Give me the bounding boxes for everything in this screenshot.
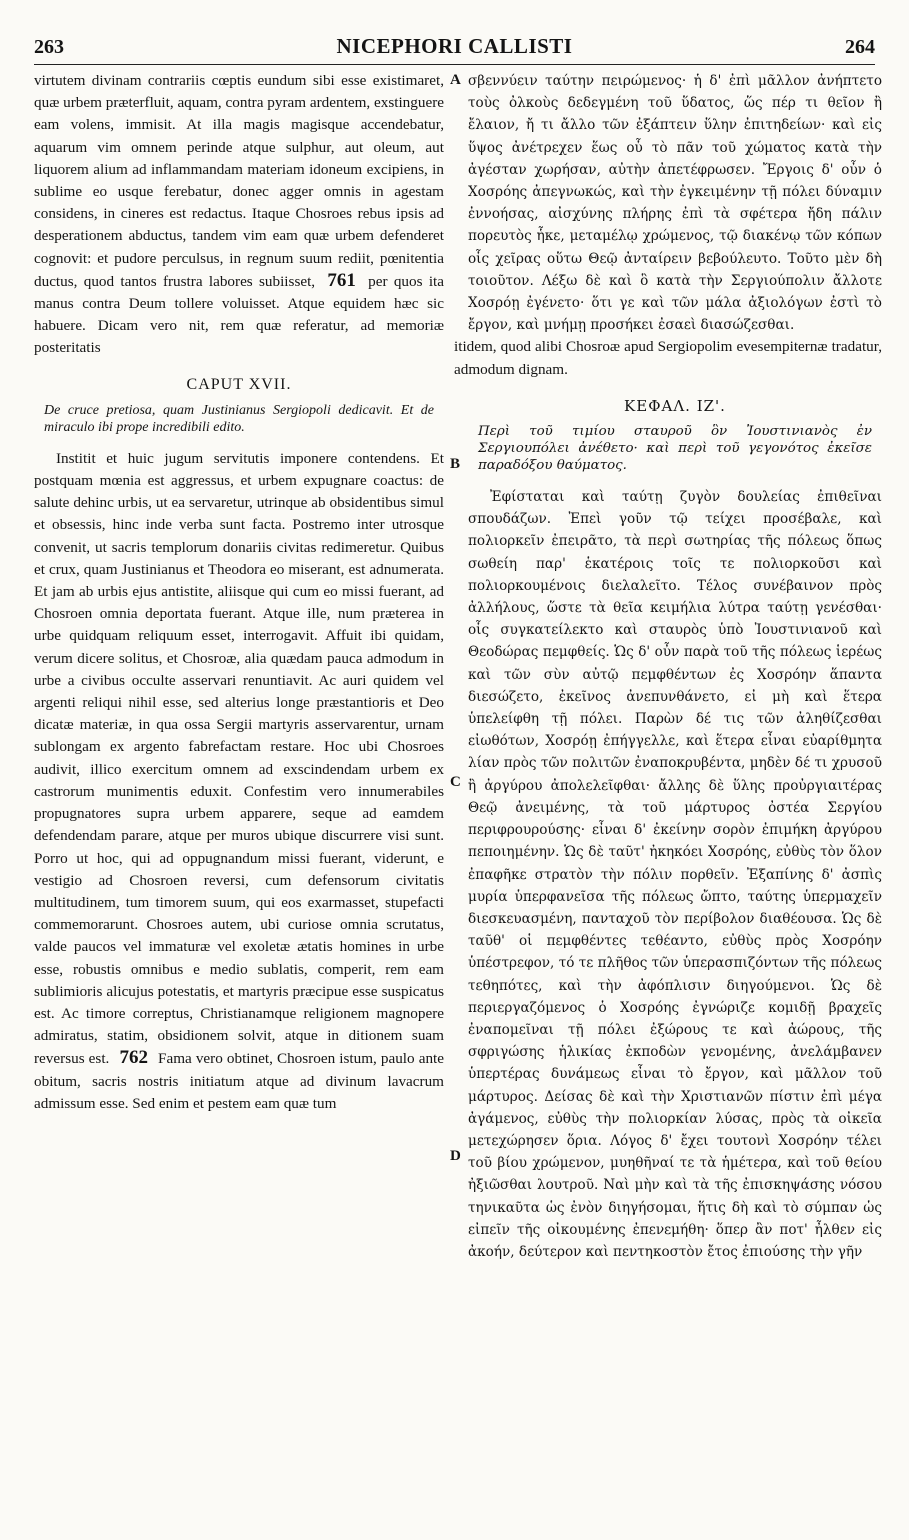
section-marker-d: D: [450, 1148, 461, 1164]
greek-body-paragraph: Ἐφίσταται καὶ ταύτῃ ζυγὸν δουλείας ἐπιθεῖναι σπουδάζων. Ἐπεὶ γοῦν τῷ τείχει προσέβαλε, καὶ πολιορκεῖν ἐπειρᾶτο, τὰ περὶ σωτηρίας τῆς πόλεως ὅπως σωθείη παρ' ἑκατέροις τοῖς τε πολιορκοῦσι καὶ πολιορκουμένοις διελαλεῖτο. Τέλος συνέβαινον πρὸς ἀλλήλους, ὥστε τὰ θεῖα κειμήλια λύτρα ταύτῃ γενέσθαι· οἷς συγκατείλεκτο καὶ σταυρὸς ὑπὸ Ἰουστινιανοῦ καὶ Θεοδώρας πεμφθείς. Ὡς δ' οὖν παρὰ τοῦ τῆς πόλεως ἱερέως καὶ τῶν σὺν αὐτῷ πεμφθέντων ἐς Χοσρόην ἅπαντα διεσώζετο, ἐκεῖνος ἀνεπυνθάνετο, εἰ μὴ καὶ ἕτερα ὑπελείφθη τῇ πόλει. Παρὼν δέ τις τῶν ἀληθίζεσθαι εἰωθότων, Χοσρόῃ ἐπήγγελλε, καὶ ἕτερα εἶναι εὐαρίθμητα λίαν πρὸς τῶν πολιτῶν ἐναποκρυβέντα, μηδὲν δέ τι χρυσοῦ ἢ ἀργύρου ἀπολελεῖφθαι· ἄλλης δὲ ὕλης προὐργιαιτέρας Θεῷ ἀνειμένης, τὰ τοῦ μάρτυρος ὀστέα Σεργίου περιφρουρούσης· εἶναι δ' ἐκείνην σορὸν ἐπιμήκη ἀργύρου πεποιημένην. Ὡς δὲ ταῦτ' ἠκηκόει Χοσρόης, εὐθὺς τὸν ὅλον ἐπαφῆκε στρατὸν τὴν πόλιν πορθεῖν. Ἐξαπίνης δ' ἀσπὶς μυρία ὑπερφανεῖσα τῆς πόλεως ὤπτο, ταύτης ὑπερμαχεῖν διεσκευασμένη, πανταχοῦ τὸν περίβολον διαθέουσα. Ὡς δὲ ταῦθ' οἱ πεμφθέντες τεθέαντο, εὐθὺς πρὸς Χοσρόην ὑπέστρεφον, τό τε πλῆθος τῶν ὑπερασπιζόντων τῆς πόλεως τεθηπότες, καὶ τὴν ἀφόπλισιν διηγούμενοι. Ὡς δὲ περιεργαζόμενος ὁ Χοσρόης ἐγνώριζε κομιδῇ βραχεῖς ἐναπομεῖναι τῇ πόλει ἐξώρους τε καὶ ἀώρους, τῆς σφριγώσης ἡλικίας ἐκποδὼν γενομένης, ἀνελάμβανεν ὑπερτέρας δυνάμεως εἶναι τὸ ἔργον, καὶ μᾶλλον τοῦ μάρτυρος. Δείσας δὲ καὶ τὴν Χριστιανῶν πίστιν ἐπὶ μέγα ἀγάμενος, εὐθὺς τὴν πολιορκίαν λύσας, πρὸς τὰ οἰκεῖα μετεχώρησεν ὅρια. Λόγος δ' ἔχει τουτονὶ Χοσρόην τέλει τοῦ βίου χρώμενον, μυηθῆναί τε τὰ ἡμέτερα, καὶ τοῦ θείου ἠξιῶσθαι λουτροῦ. Ναὶ μὴν καὶ τὰ τῆς ἐπισκηψάσης νόσου τηνικαῦτα ὡς ἐνὸν διηγήσομαι, ἥτις δὴ καὶ τὸ σύμπαν ὡς εἰπεῖν τῆς οἰκουμένης ἐπενεμήθη· ὅπερ ἂν ποτ' ἦλθεν εἰς ἀκοήν, δεύτερον καὶ πεντηκοστὸν ἔτος ἐπιούσης τὴν γῆν: [468, 489, 882, 1260]
column-number-761: 761: [327, 269, 356, 291]
running-title: NICEPHORI CALLISTI: [336, 34, 573, 58]
greek-chapter-title: ΚΕΦΑΛ. ΙΖ'.: [624, 396, 726, 415]
latin-intro-paragraph: [34, 70, 444, 360]
latin-body-end: Fama vero obtinet, Chosroen istum, paulo ante obitum, sacris nostris initiatum atque ad divinum lavacrum admissum esse. Sed enim et pestem eam quæ tum: [34, 1050, 444, 1112]
latin-overflow-line: itidem, quod alibi Chosroæ apud Sergiopolim evesempiternæ tradatur, admodum dignam.: [454, 338, 882, 378]
section-marker-a: A: [450, 72, 461, 88]
latin-intro-continuation: per quos ita manus contra Deum tollere voluisset. Atque equidem hæc sic habuere. Dicam vero nit, rem quæ referatur, ad memoriæ posteritatis: [34, 272, 444, 357]
greek-intro-paragraph: σβεννύειν ταύτην πειρώμενος· ἡ δ' ἐπὶ μᾶλλον ἀνήπτετο τοὺς ὀλκοὺς δεδεγμένη τοῦ ὕδατος, ὥς πέρ τι θεῖον ἢ ἔλαιον, ἤ τι ἄλλο τῶν ἐξάπτειν ὕλην ἐπιτηδείων· καὶ εἰς ὕψος ἀνέτρεχεν ἕως οὗ τὸ πᾶν τοῦ χώματος κατὰ τὴν ἀγέσταν χωρήσαν, αὐτὴν ἀπετέφρωσεν. Ἔργοις δ' οὖν ὁ Χοσρόης ἀπεγνωκώς, καὶ τὴν ἐγκειμένην τῇ πόλει δύναμιν ἐννοήσας, αἰσχύνης πλήρης ἐπὶ τὰ σφέτερα ἤδη πάλιν πορευτὸς ἧκε, μεταμέλῳ χρώμενος, τῷ διακένῳ τῶν κόπων οἷς χεῖρας οὕτω Θεῷ ἀνταίρειν βεβούλευτο. Τοῦτο μὲν δὴ τοιοῦτον. Λέξω δὲ καὶ ὃ κατὰ τὴν Σεργιούπολιν ἄλλοτε Χοσρόῃ ἐγένετο· ὅτι γε καὶ τῶν μάλα ἀξιολόγων ἐστὶ τὸ ἔργον, καὶ μνήμῃ προσήκει ἐσαεὶ διασώζεσθαι.: [468, 73, 882, 334]
section-marker-c: C: [450, 774, 461, 790]
latin-chapter-title: CAPUT XVII.: [186, 375, 292, 393]
latin-body-paragraph: [34, 448, 444, 1115]
latin-column: [34, 70, 444, 1115]
latin-intro-text: virtutem divinam contrariis cœptis eundum sibi esse existimaret, quæ urbem præterfluit, aquam, contra pyram ardentem, exstinguere eam volens, immisit. At illa magis magisque accendebatur, aquarum vim omnem perinde atque sulphur, aut oleum, aut liquorem alium ad inflammandam materiam idoneum excipiens, in sublime eo usque ferebatur, donec agger omnis in agestam considens, in cineres est redactus. Itaque Chosroes rebus ipsis ad desperationem abductus, tandem vim eam quæ urbem defenderet cognovit: et pudore perculsus, in regnum suum rediit, pœnitentia ductus, quod tantos frustra labores subiisset,: [34, 72, 444, 290]
latin-chapter-rubric: De cruce pretiosa, quam Justinianus Sergiopoli dedicavit. Et de miraculo ibi prope incredibili edito.: [44, 402, 434, 435]
page-number-left: 263: [34, 36, 64, 58]
greek-chapter-rubric: Περὶ τοῦ τιμίου σταυροῦ ὃν Ἰουστινιανὸς ἐν Σεργιουπόλει ἀνέθετο· καὶ περὶ τοῦ γεγονότος ἐκεῖσε παραδόξου θαύματος.: [478, 424, 872, 474]
section-marker-b: B: [450, 456, 461, 472]
latin-body-text: Institit et huic jugum servitutis imponere contendens. Et postquam mœnia est aggressus, et urbem expugnare coactus: de salute dehinc urbis, ut ea servaretur, utrinque ab obsidentibus simul et obsessis, hinc inde verba sunt facta. Postremo inter utrosque convenit, ut sacris templorum donariis civitas redimeretur. Quibus et crux, quam Justinianus et Theodora eo miserant, est adnumerata. Et jam ab urbis ejus antistite, aliisque qui cum eo missi fuerant, ad Chosroen omnia deportata fuerant. Atque ille, num præterea in urbe quidquam reliquum esset, interrogavit. Affuit ibi quidam, verum dicere solitus, et Chosroæ, alia quædam pauca admodum in urbe a civibus occulte asservari renuntiavit. Ac auri quidem vel argenti reliqui nihil esse, sed alterius longe præstantioris et Deo dicatæ materiæ, in qua ossa Sergii martyris asservarentur, urnam sublongam ex argento fabrefactam restare. Hoc ubi Chosroes audivit, illico exercitum omnem ad exscindendam urbem ex castrorum munimentis eduxit. Confestim vero innumerabiles propugnatores supra urbem apparere, seque ad eamdem defendendam parare, atque per muros ubique discurrere visi sunt. Porro ut hoc, qui ad oppugnandum missi fuerant, viderunt, e vestigio ad Chosroen reversi, cum defensorum civitatis multitudinem, tum timorem suum, qui eos exarmasset, stupefacti commemorarunt. Chosroes autem, ubi curiose omnia scrutatus, valde paucos vel immaturæ vel exoletæ ætatis homines in urbe esse, robustis omnibus e medio sublatis, comperit, rem eam sublimioris alicujus potestatis, et martyris præcipue esse suspicatus est. Ac timore correptus, Christianamque religionem magnopere admiratus, statim, obsidionem solvit, atque in ditionem suam reversus est.: [34, 449, 444, 1068]
running-header: [34, 34, 875, 65]
page-number-right: 264: [845, 36, 875, 58]
greek-column: [454, 70, 882, 1263]
column-number-762: 762: [119, 1047, 148, 1069]
